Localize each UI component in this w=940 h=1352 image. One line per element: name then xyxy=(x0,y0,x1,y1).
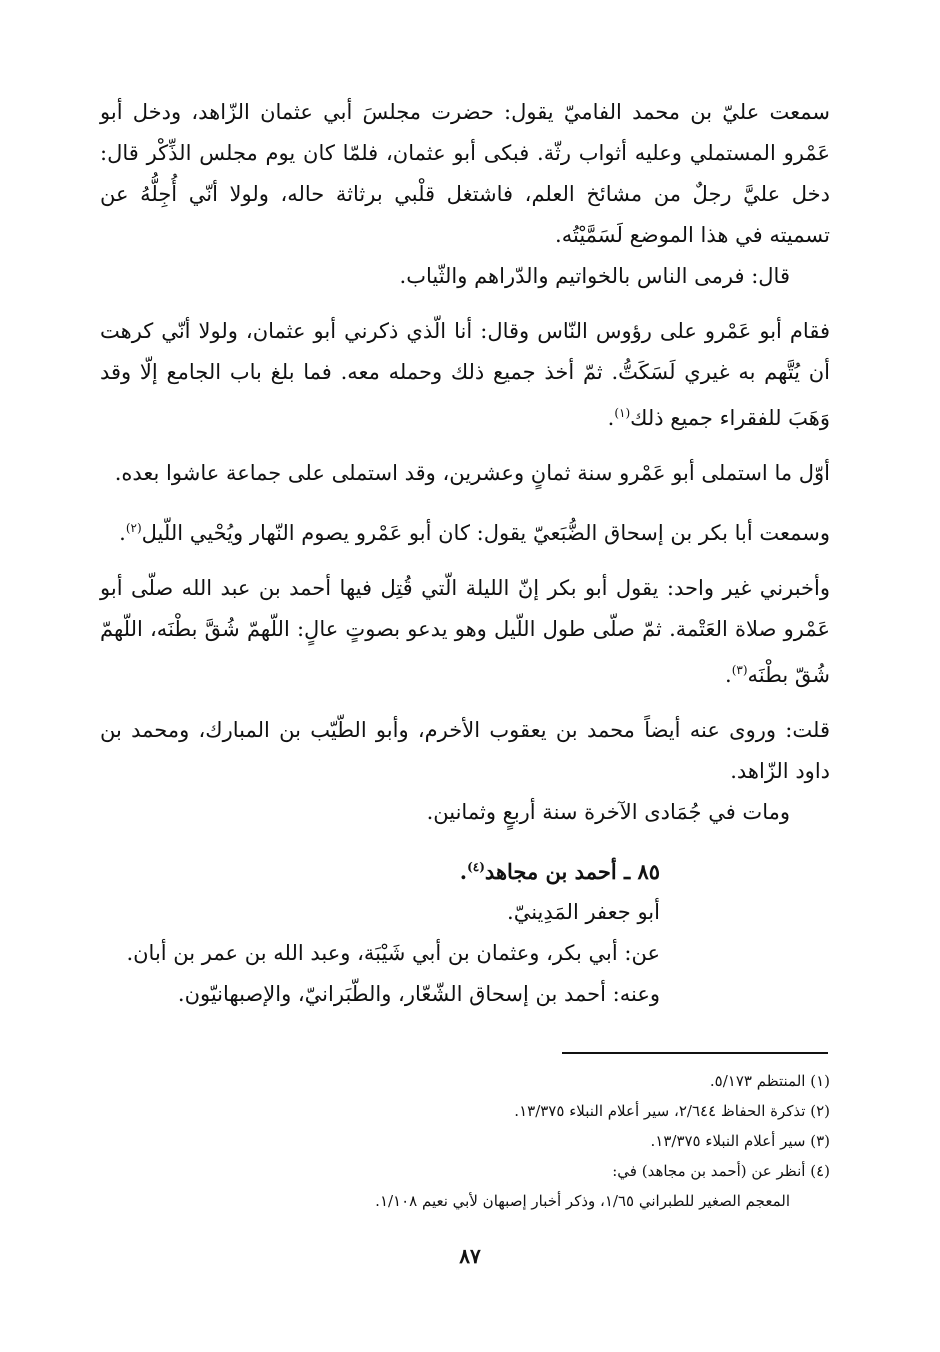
paragraph xyxy=(100,568,830,696)
footnote: (٢) تذكرة الحفاظ ٢/٦٤٤، سير أعلام النبلاء ١٣/٣٧٥. xyxy=(514,1102,830,1120)
footnote-ref: (١) xyxy=(614,406,631,420)
footnote-ref: (٢) xyxy=(125,521,142,535)
paragraph-text: وسمعت أبا بكر بن إسحاق الضُّبَعيّ يقول: كان أبو عَمْرو يصوم النّهار ويُحْيي اللّيل xyxy=(141,521,830,545)
footnote-ref: (٤) xyxy=(467,860,485,874)
entry-heading xyxy=(100,847,830,892)
footnote: (٣) سير أعلام النبلاء ١٣/٣٧٥. xyxy=(650,1132,830,1150)
paragraph: سمعت عليّ بن محمد الفاميّ يقول: حضرت مجلسَ أبي عثمان الزّاهد، ودخل أبو عَمْرو المستملي وعليه أثواب رثّة. فبكى أبو عثمان، فلمّا كان يوم مجلس الذِّكْر قال: دخل عليَّ رجلٌ من مشائخ العلم، فاشتغل قلْبي برثاثة حاله، ولولا أنّي أُجِلُّهُ عن تسميته في هذا الموضع لَسَمَّيْتُه. xyxy=(100,100,830,247)
entry-title: ٨٥ ـ أحمد بن مجاهد xyxy=(484,859,660,884)
footnote: (١) المنتظم ٥/١٧٣. xyxy=(709,1072,830,1090)
footnote-continuation: المعجم الصغير للطبراني ١/٦٥، وذكر أخبار إصبهان لأبي نعيم ١/١٠٨. xyxy=(375,1192,790,1210)
footnote-ref: (٣) xyxy=(731,663,748,677)
page-number: ٨٧ xyxy=(459,1244,481,1268)
paragraph-text: وأخبرني غير واحد: يقول أبو بكر إنّ الليلة الّتي قُتِل فيها أحمد بن عبد الله صلّى أبو عَمْرو صلاة العَتْمة. ثمّ صلّى طول اللّيل وهو يدعو بصوتٍ عالٍ: اللّهمّ شُقَّ بطْنَه، اللّهمّ شُقّ بطْنَه xyxy=(100,576,830,687)
paragraph: ومات في جُمَادى الآخرة سنة أربعٍ وثمانين. xyxy=(426,800,790,824)
footnotes xyxy=(100,1066,830,1216)
paragraph: قلت: وروى عنه أيضاً محمد بن يعقوب الأخرم، وأبو الطّيّب بن المبارك، ومحمد بن داود الزّاهد. xyxy=(100,718,830,783)
period: . xyxy=(607,406,615,430)
main-text xyxy=(100,92,830,1015)
paragraph: أوّل ما استملى أبو عَمْرو سنة ثمانٍ وعشرين، وقد استملى على جماعة عاشوا بعده. xyxy=(114,461,830,485)
period: . xyxy=(459,859,468,884)
period: . xyxy=(725,663,732,687)
paragraph xyxy=(100,311,830,439)
footnote: (٤) أنظر عن (أحمد بن مجاهد) في: xyxy=(612,1162,830,1180)
entry-line: عن: أبي بكر، وعثمان بن أبي شَيْبَة، وعبد الله بن عمر بن أبان. xyxy=(126,941,660,965)
footnote-divider xyxy=(562,1052,828,1054)
paragraph xyxy=(100,508,830,554)
paragraph-text: فقام أبو عَمْرو على رؤوس النّاس وقال: أنا الّذي ذكرني أبو عثمان، ولولا أنّي كرهت أن يُتَّهم به غيري لَسَكَتُّ. ثمّ أخذ جميع ذلك وحمله معه. فما بلغ باب الجامع إلّا وقد وَهَبَ للفقراء جميع ذلك xyxy=(100,319,830,430)
paragraph: قال: فرمى الناس بالخواتيم والدّراهم والثّياب. xyxy=(399,264,790,288)
period: . xyxy=(119,521,126,545)
entry-line: وعنه: أحمد بن إسحاق الشّعّار، والطّبَرانيّ، والإصبهانيّون. xyxy=(177,982,660,1006)
entry-line: أبو جعفر المَدِينيّ. xyxy=(507,900,660,924)
